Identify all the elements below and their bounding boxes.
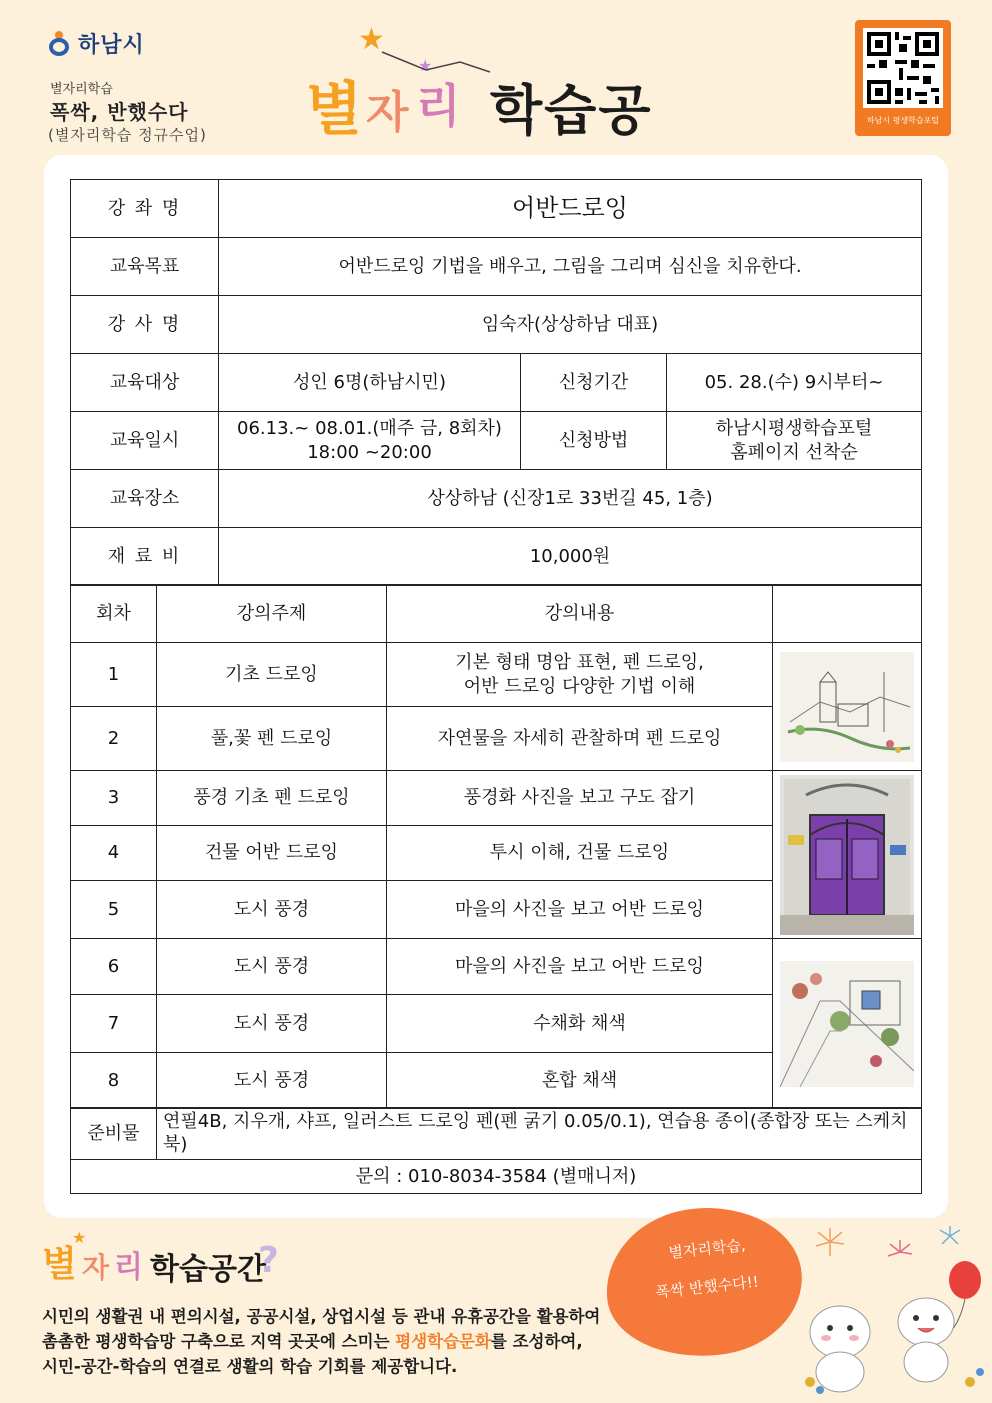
table-row bbox=[71, 939, 922, 995]
sample-drawing-1 bbox=[773, 643, 922, 771]
footer-highlight: 평생학습문화 bbox=[395, 1332, 491, 1351]
session-content-line: 어반 드로잉 다양한 기법 이해 bbox=[463, 675, 696, 697]
session-content: 마을의 사진을 보고 어반 드로잉 bbox=[387, 881, 773, 939]
logo-text: 하남시 bbox=[78, 33, 145, 58]
footer-logo-rest: 학습공간 bbox=[150, 1252, 266, 1287]
purple-door-image bbox=[780, 775, 914, 935]
goal-value: 어반드로잉 기법을 배우고, 그림을 그리며 심신을 치유한다. bbox=[219, 238, 922, 296]
header-content: 강의내용 bbox=[387, 585, 773, 643]
table-row bbox=[71, 771, 922, 826]
qr-code[interactable] bbox=[855, 20, 951, 136]
session-topic: 풍경 기초 펜 드로잉 bbox=[157, 771, 387, 826]
page-title bbox=[300, 22, 700, 142]
header-topic: 강의주제 bbox=[157, 585, 387, 643]
schedule-table bbox=[70, 584, 922, 1109]
star-icon: ★ bbox=[358, 22, 385, 57]
contact-info: 문의 : 010-8034-3584 (별매니저) bbox=[71, 1160, 922, 1194]
schedule-header-row bbox=[71, 585, 922, 643]
title-byeol: 별 bbox=[306, 75, 363, 143]
materials-label: 준비물 bbox=[71, 1108, 157, 1160]
footer-description bbox=[42, 1304, 600, 1379]
materials-table bbox=[70, 1107, 922, 1194]
course-name-value: 어반드로잉 bbox=[219, 180, 922, 238]
goal-label: 교육목표 bbox=[71, 238, 219, 296]
title-rest: 학습공 bbox=[490, 79, 653, 142]
session-topic: 풀,꽃 펜 드로잉 bbox=[157, 707, 387, 771]
bubble-text-2: 폭싹 반했수다!! bbox=[654, 1272, 760, 1302]
session-content: 투시 이해, 건물 드로잉 bbox=[387, 826, 773, 881]
sample-drawing-3 bbox=[773, 939, 922, 1109]
footer-line-3: 시민-공간-학습의 연결로 생활의 학습 기회를 제공합니다. bbox=[42, 1357, 458, 1376]
materials-value: 연필4B, 지우개, 샤프, 일러스트 드로잉 펜(펜 굵기 0.05/0.1), 연습용 종이(종합장 또는 스케치북) bbox=[157, 1108, 922, 1160]
program-slogan: 폭싹, 반했수다 bbox=[50, 100, 189, 124]
session-content-line: 기본 형태 명암 표현, 펜 드로잉, bbox=[455, 652, 704, 674]
header-image bbox=[773, 585, 922, 643]
alley-sketch-image bbox=[780, 961, 914, 1087]
place-label: 교육장소 bbox=[71, 470, 219, 528]
qr-code-icon bbox=[863, 28, 943, 108]
session-no: 6 bbox=[71, 939, 157, 995]
hanam-logo-mark bbox=[46, 31, 72, 57]
course-name-label: 강 좌 명 bbox=[71, 180, 219, 238]
footer-line-2 bbox=[42, 1329, 600, 1354]
footer-line-1: 시민의 생활권 내 편의시설, 공공시설, 상업시설 등 관내 유휴공간을 활용하여 bbox=[42, 1307, 601, 1326]
course-info-table bbox=[70, 179, 922, 586]
footer-logo-question: ? bbox=[258, 1240, 279, 1281]
session-topic: 기초 드로잉 bbox=[157, 643, 387, 707]
footer-line-2a: 촘촘한 평생학습망 구축으로 지역 곳곳에 스미는 bbox=[42, 1332, 396, 1351]
session-no: 1 bbox=[71, 643, 157, 707]
session-no: 4 bbox=[71, 826, 157, 881]
target-value: 성인 6명(하남시민) bbox=[219, 354, 521, 412]
table-row bbox=[71, 643, 922, 707]
title-ri: 리 bbox=[416, 79, 461, 133]
fee-label: 재 료 비 bbox=[71, 528, 219, 586]
session-no: 2 bbox=[71, 707, 157, 771]
date-label: 교육일시 bbox=[71, 412, 219, 470]
time-range: 18:00 ~20:00 bbox=[307, 441, 432, 463]
footer-logo-ja: 자 bbox=[82, 1251, 110, 1284]
date-range: 06.13.~ 08.01.(매주 금, 8회차) bbox=[237, 418, 502, 440]
target-label: 교육대상 bbox=[71, 354, 219, 412]
apply-portal: 하남시평생학습포털 bbox=[715, 418, 873, 440]
place-value: 상상하남 (신장1로 33번길 45, 1층) bbox=[219, 470, 922, 528]
footer-logo-byeol: 별 bbox=[42, 1244, 77, 1285]
apply-method-label: 신청방법 bbox=[521, 412, 667, 470]
fee-value: 10,000원 bbox=[219, 528, 922, 586]
session-content bbox=[387, 643, 773, 707]
town-sketch-image bbox=[780, 652, 914, 762]
session-content: 마을의 사진을 보고 어반 드로잉 bbox=[387, 939, 773, 995]
apply-period-label: 신청기간 bbox=[521, 354, 667, 412]
header-no: 회차 bbox=[71, 585, 157, 643]
apply-period-value: 05. 28.(수) 9시부터~ bbox=[667, 354, 922, 412]
session-content: 풍경화 사진을 보고 구도 잡기 bbox=[387, 771, 773, 826]
footer-logo-ri: 리 bbox=[114, 1250, 143, 1285]
footer-line-2b: 를 조성하여, bbox=[490, 1332, 583, 1351]
title-ja: 자 bbox=[366, 87, 409, 138]
session-no: 7 bbox=[71, 995, 157, 1053]
session-topic: 건물 어반 드로잉 bbox=[157, 826, 387, 881]
footer-logo bbox=[42, 1228, 302, 1292]
session-no: 8 bbox=[71, 1053, 157, 1109]
teacher-value: 임숙자(상상하남 대표) bbox=[219, 296, 922, 354]
apply-method-value bbox=[667, 412, 922, 470]
session-topic: 도시 풍경 bbox=[157, 1053, 387, 1109]
session-no: 5 bbox=[71, 881, 157, 939]
session-content: 혼합 채색 bbox=[387, 1053, 773, 1109]
date-value bbox=[219, 412, 521, 470]
program-small-label: 별자리학습 bbox=[50, 82, 113, 97]
program-note: (별자리학습 정규수업) bbox=[48, 126, 207, 144]
teacher-label: 강 사 명 bbox=[71, 296, 219, 354]
session-content: 수채화 채색 bbox=[387, 995, 773, 1053]
hanam-logo bbox=[46, 28, 145, 59]
session-topic: 도시 풍경 bbox=[157, 939, 387, 995]
session-topic: 도시 풍경 bbox=[157, 995, 387, 1053]
sample-drawing-2 bbox=[773, 771, 922, 939]
apply-rule: 홈페이지 선착순 bbox=[730, 441, 858, 463]
star-icon: ★ bbox=[72, 1228, 87, 1247]
bubble-text-1: 별자리학습, bbox=[667, 1236, 747, 1262]
session-no: 3 bbox=[71, 771, 157, 826]
star-icon: ★ bbox=[418, 56, 433, 75]
mascot-characters-icon bbox=[790, 1222, 990, 1400]
session-topic: 도시 풍경 bbox=[157, 881, 387, 939]
session-content: 자연물을 자세히 관찰하며 펜 드로잉 bbox=[387, 707, 773, 771]
qr-label: 하남시 평생학습포털 bbox=[866, 116, 940, 125]
